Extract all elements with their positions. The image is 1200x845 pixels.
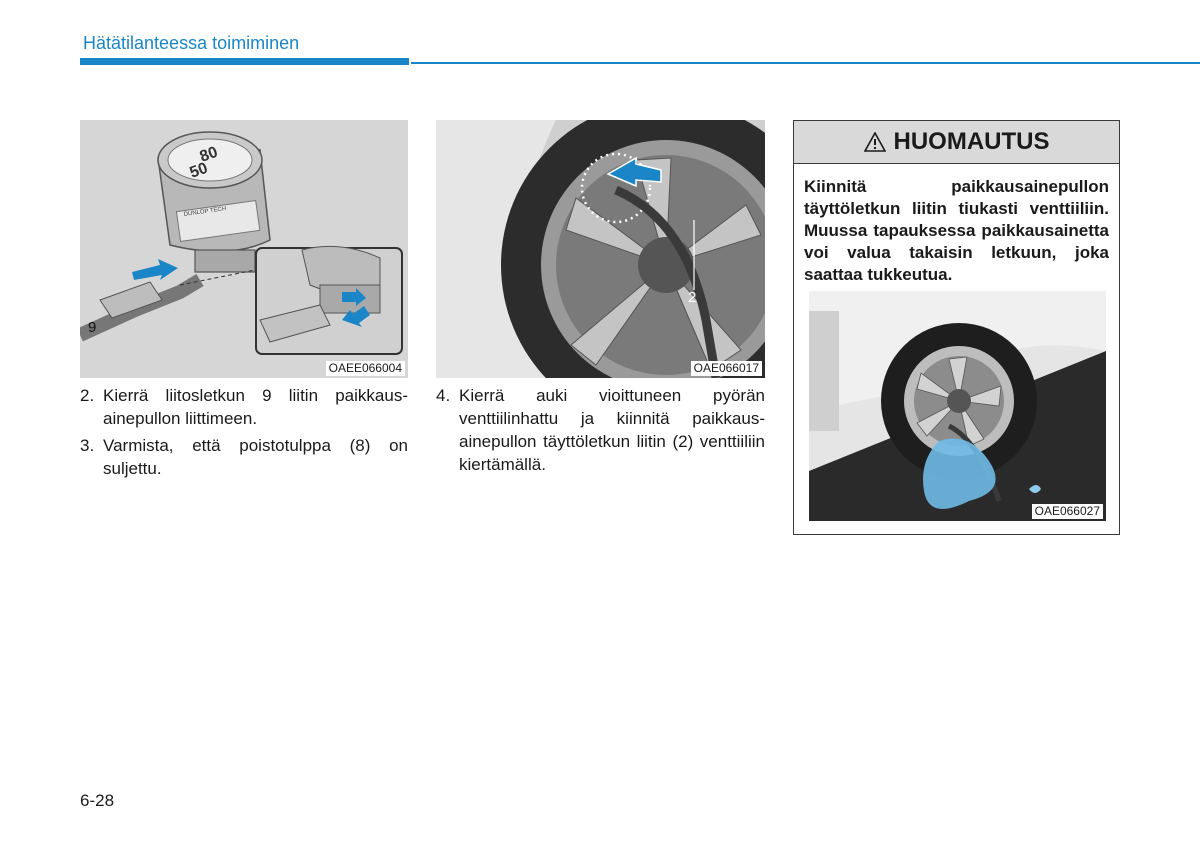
figure-code: OAE066017	[691, 361, 762, 376]
wheel-valve-illustration	[436, 120, 765, 378]
callout-2: 2	[688, 289, 697, 306]
steps-column-1	[80, 384, 408, 484]
step-number: 2.	[80, 386, 95, 405]
sealant-bottle-illustration	[80, 120, 408, 378]
figure-code: OAE066027	[1032, 504, 1103, 519]
figure-wheel-valve	[436, 120, 765, 378]
caution-header	[794, 121, 1119, 164]
speed-label-80: 80	[197, 143, 221, 166]
figure-code: OAEE066004	[326, 361, 405, 376]
step-2	[80, 384, 408, 430]
speed-label-50: 50	[187, 159, 211, 182]
step-text: Varmista, että poistotulppa (8) on suljettu.	[103, 436, 408, 478]
figure-sealant-bottle	[80, 120, 408, 378]
steps-column-2	[436, 384, 765, 480]
page-number: 6-28	[80, 791, 115, 810]
step-number: 4.	[436, 386, 451, 405]
callout-9: 9	[88, 319, 97, 336]
figure-sealant-leak	[809, 291, 1106, 521]
bottle-brand-label: DUNLOP TECH	[183, 206, 227, 218]
warning-triangle-icon	[864, 132, 886, 152]
caution-title: HUOMAUTUS	[893, 128, 1050, 155]
caution-box	[793, 120, 1120, 535]
step-text: Kierrä auki vioittuneen pyörän venttiilinhattu ja kiinnitä paikkausainepullon täyttöletkun liitin (2) venttiiliin kiertämällä.	[459, 386, 765, 474]
step-3	[80, 434, 408, 480]
step-text: Kierrä liitosletkun 9 liitin paikkausainepullon liittimeen.	[103, 386, 408, 428]
section-title: Hätätilanteessa toimiminen	[83, 33, 300, 53]
header-rule-thick	[80, 58, 409, 65]
sealant-leak-illustration	[809, 291, 1106, 521]
header-rule-thin	[411, 62, 1200, 64]
caution-text: Kiinnitä paikkausainepullon täyttöletkun liitin tiukasti venttiiliin. Muussa tapauksessa paikkausainetta voi valua takaisin letkuun, joka saattaa tukkeutua.	[804, 177, 1109, 284]
step-number: 3.	[80, 436, 95, 455]
step-4	[436, 384, 765, 476]
